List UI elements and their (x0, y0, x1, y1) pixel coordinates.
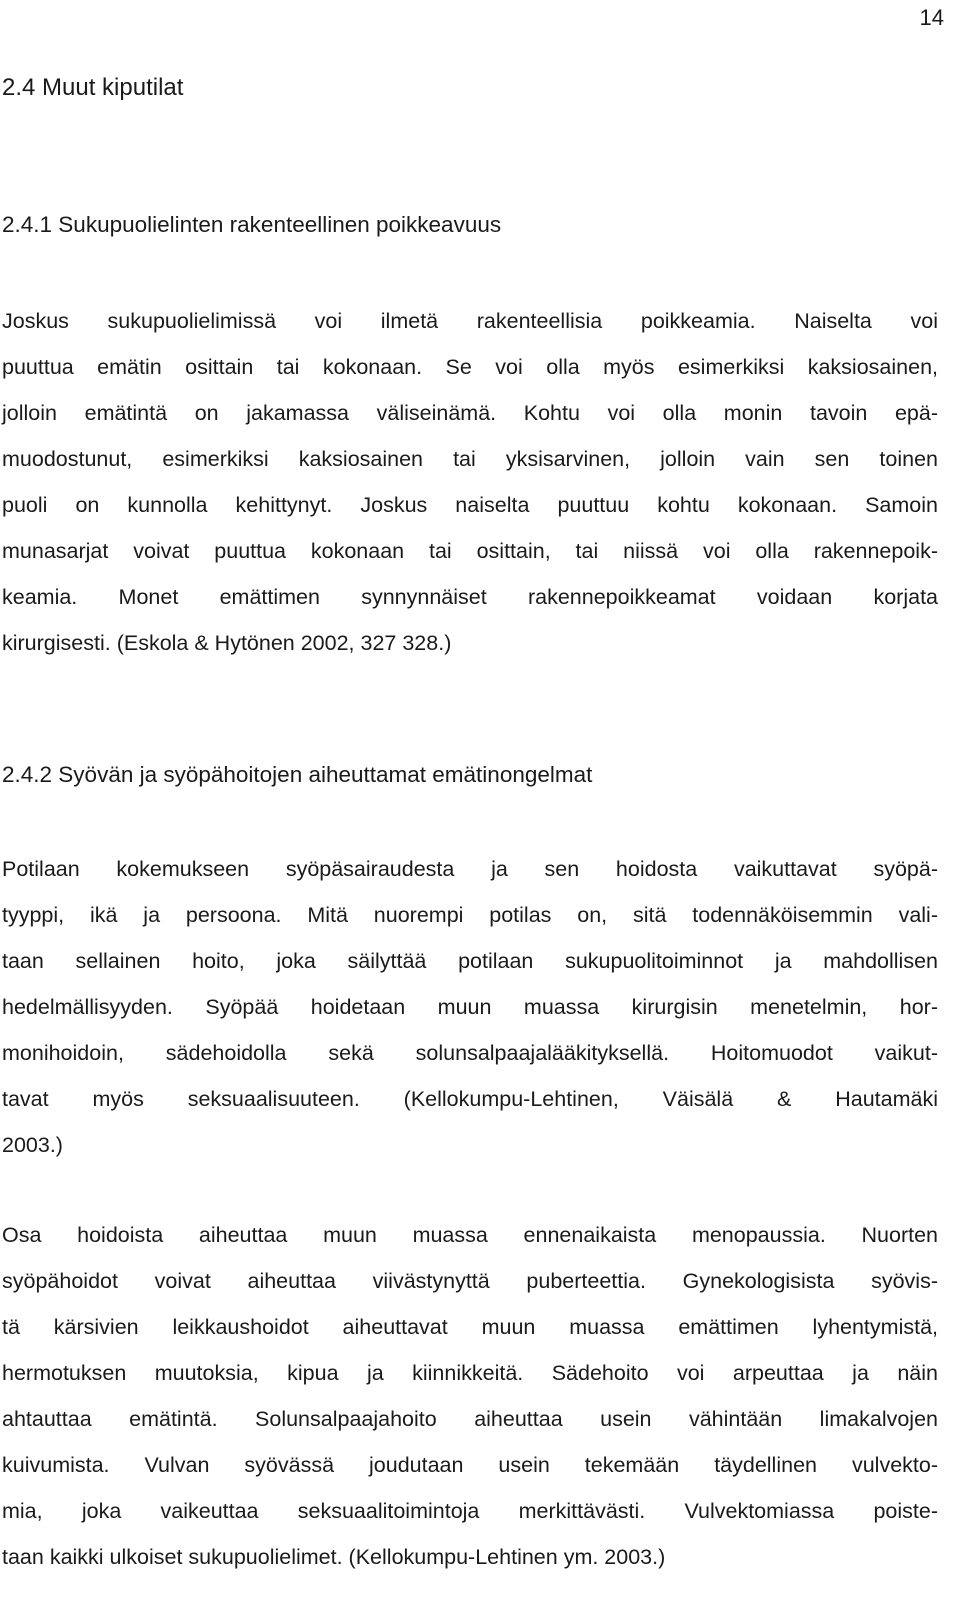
paragraph-line: tyyppi, ikä ja persoona. Mitä nuorempi potilas on, sitä todennäköisemmin vali- (2, 903, 938, 927)
paragraph-line: monihoidoin, sädehoidolla sekä solunsalpaajalääkityksellä. Hoitomuodot vaikut- (2, 1041, 938, 1065)
paragraph-treatment-effects (2, 1212, 938, 1580)
subsection-heading-2-4-1: 2.4.1 Sukupuolielinten rakenteellinen poikkeavuus (2, 212, 502, 237)
paragraph-line: munasarjat voivat puuttua kokonaan tai osittain, tai niissä voi olla rakennepoik- (2, 539, 938, 563)
paragraph-line: kirurgisesti. (Eskola & Hytönen 2002, 327 328.) (2, 631, 452, 655)
paragraph-line: Joskus sukupuolielimissä voi ilmetä rakenteellisia poikkeamia. Naiselta voi (2, 309, 938, 333)
paragraph-line: puuttua emätin osittain tai kokonaan. Se voi olla myös esimerkiksi kaksiosainen, (2, 355, 938, 379)
paragraph-line: taan kaikki ulkoiset sukupuolielimet. (Kellokumpu-Lehtinen ym. 2003.) (2, 1545, 666, 1569)
paragraph-line: kuivumista. Vulvan syövässä joudutaan usein tekemään täydellinen vulvekto- (2, 1453, 938, 1477)
subsection-heading-2-4-2: 2.4.2 Syövän ja syöpähoitojen aiheuttamat emätinongelmat (2, 762, 593, 787)
paragraph-line: Potilaan kokemukseen syöpäsairaudesta ja sen hoidosta vaikuttavat syöpä- (2, 857, 938, 881)
paragraph-line: hermotuksen muutoksia, kipua ja kiinnikkeitä. Sädehoito voi arpeuttaa ja näin (2, 1361, 938, 1385)
paragraph-line: puoli on kunnolla kehittynyt. Joskus naiselta puuttuu kohtu kokonaan. Samoin (2, 493, 938, 517)
paragraph-line: mia, joka vaikeuttaa seksuaalitoimintoja merkittävästi. Vulvektomiassa poiste- (2, 1499, 938, 1523)
paragraph-line: Osa hoidoista aiheuttaa muun muassa ennenaikaista menopaussia. Nuorten (2, 1223, 938, 1247)
paragraph-line: jolloin emätintä on jakamassa väliseinämä. Kohtu voi olla monin tavoin epä- (2, 401, 938, 425)
paragraph-line: tä kärsivien leikkaushoidot aiheuttavat muun muassa emättimen lyhentymistä, (2, 1315, 938, 1339)
paragraph-structural-anomalies (2, 298, 938, 666)
paragraph-cancer-experience (2, 846, 938, 1168)
paragraph-line: hedelmällisyyden. Syöpää hoidetaan muun muassa kirurgisin menetelmin, hor- (2, 995, 938, 1019)
paragraph-line: keamia. Monet emättimen synnynnäiset rakennepoikkeamat voidaan korjata (2, 585, 938, 609)
paragraph-line: ahtauttaa emätintä. Solunsalpaajahoito aiheuttaa usein vähintään limakalvojen (2, 1407, 938, 1431)
section-heading: 2.4 Muut kiputilat (2, 74, 184, 101)
paragraph-line: muodostunut, esimerkiksi kaksiosainen tai yksisarvinen, jolloin vain sen toinen (2, 447, 938, 471)
paragraph-line: taan sellainen hoito, joka säilyttää potilaan sukupuolitoiminnot ja mahdollisen (2, 949, 938, 973)
paragraph-line: tavat myös seksuaalisuuteen. (Kellokumpu-Lehtinen, Väisälä & Hautamäki (2, 1087, 938, 1111)
page-number: 14 (919, 5, 944, 30)
paragraph-line: 2003.) (2, 1133, 63, 1157)
paragraph-line: syöpähoidot voivat aiheuttaa viivästynyttä puberteettia. Gynekologisista syövis- (2, 1269, 938, 1293)
